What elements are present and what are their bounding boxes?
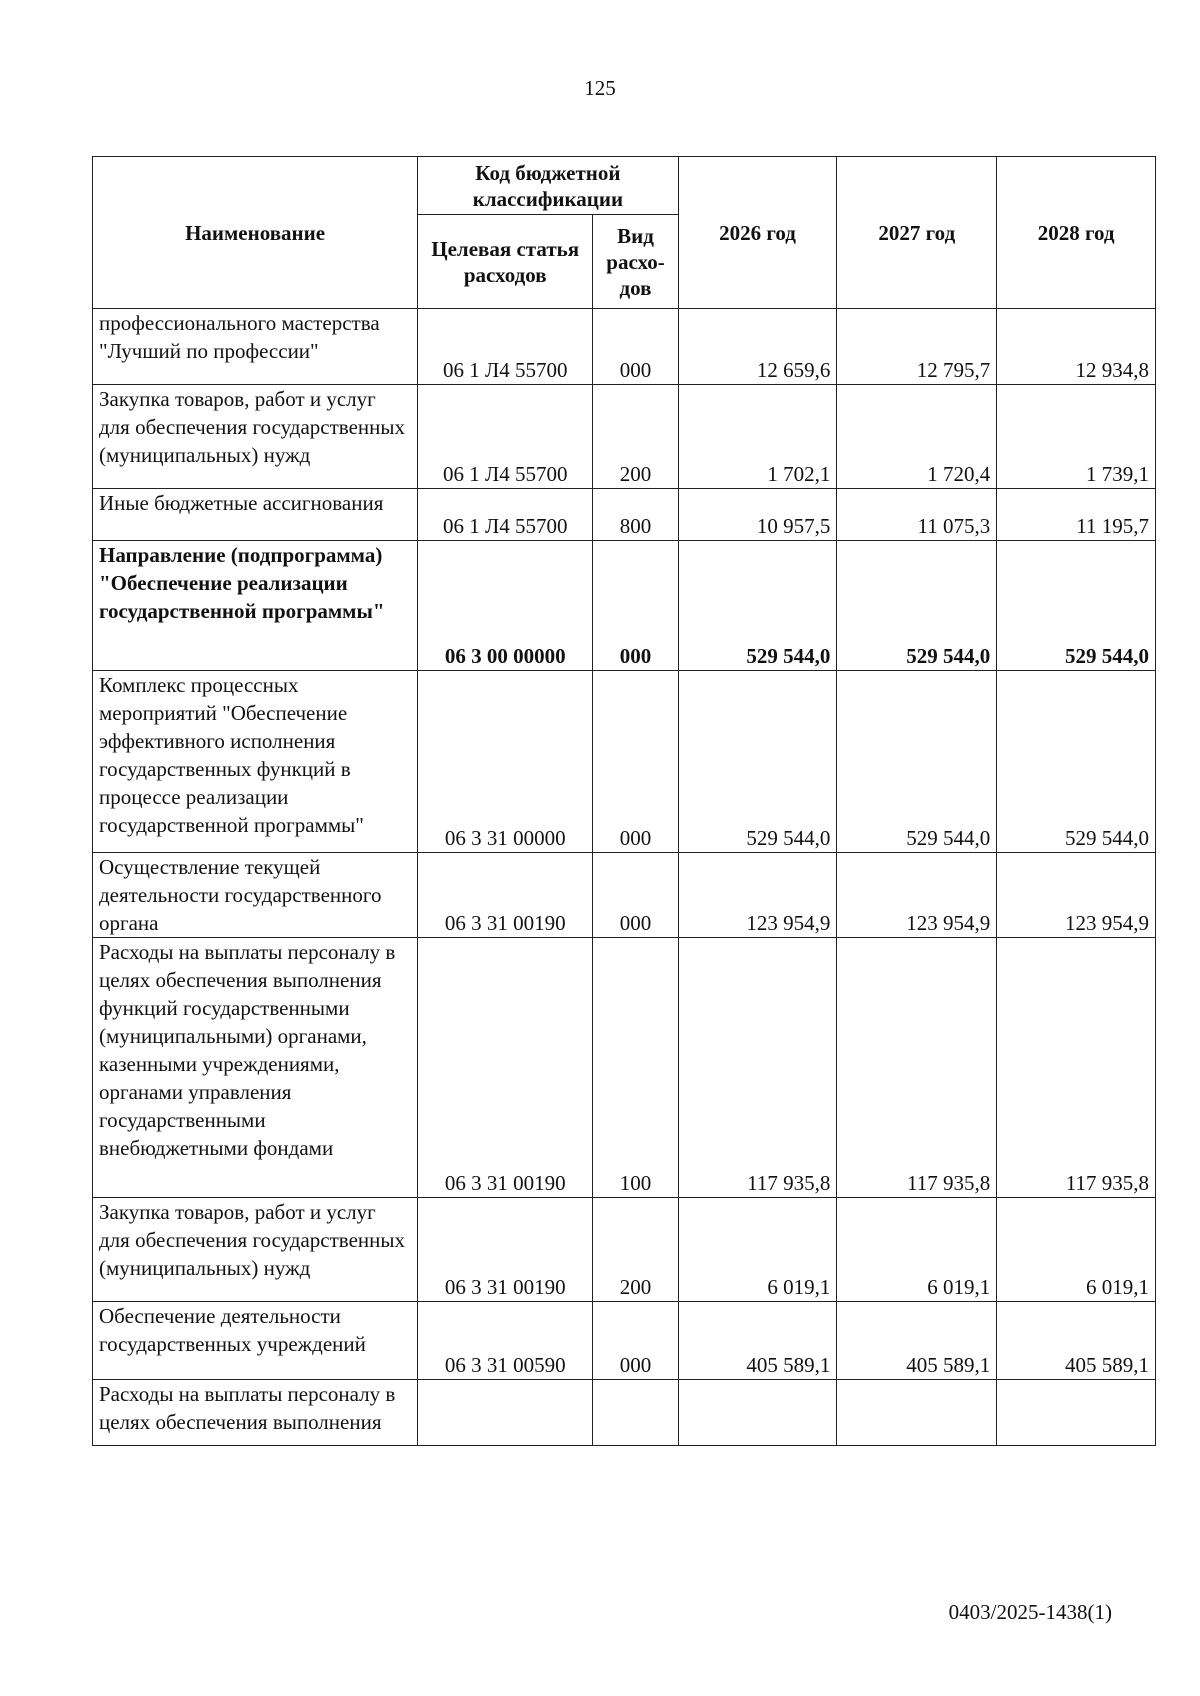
row-value-2027-cell: 11 075,3	[837, 489, 997, 541]
row-target-article-cell	[418, 1380, 593, 1446]
header-year-2027: 2027 год	[837, 157, 997, 309]
row-target-article-cell: 06 3 00 00000	[418, 541, 593, 671]
row-value-2028-cell: 12 934,8	[997, 309, 1156, 385]
row-expense-type-cell: 000	[593, 1302, 678, 1380]
row-name-cell: Закупка товаров, работ и услуг для обеспечения государственных (муниципальных) нужд	[93, 1198, 418, 1302]
table-row	[93, 385, 1156, 489]
row-expense-type-cell: 200	[593, 385, 678, 489]
row-value-2026-cell: 6 019,1	[678, 1198, 837, 1302]
row-value-2028-cell: 529 544,0	[997, 671, 1156, 853]
row-expense-type-cell: 000	[593, 671, 678, 853]
table-row	[93, 1380, 1156, 1446]
row-name-cell: Расходы на выплаты персоналу в целях обеспечения выполнения функций государственными (муниципальными) органами, казенными учреждениями, органами управления государственными внебюджетными фондами	[93, 938, 418, 1198]
row-target-article-cell: 06 3 31 00190	[418, 853, 593, 938]
row-value-2027-cell: 1 720,4	[837, 385, 997, 489]
row-target-article-cell: 06 3 31 00590	[418, 1302, 593, 1380]
row-value-2028-cell: 117 935,8	[997, 938, 1156, 1198]
header-target-article: Целевая статья расходов	[418, 215, 593, 309]
row-value-2027-cell: 6 019,1	[837, 1198, 997, 1302]
table-row	[93, 938, 1156, 1198]
row-value-2027-cell: 12 795,7	[837, 309, 997, 385]
table-header	[93, 157, 1156, 309]
row-value-2026-cell: 405 589,1	[678, 1302, 837, 1380]
row-expense-type-cell: 000	[593, 309, 678, 385]
row-value-2026-cell: 123 954,9	[678, 853, 837, 938]
table-row	[93, 309, 1156, 385]
row-value-2026-cell: 529 544,0	[678, 541, 837, 671]
row-value-2028-cell: 123 954,9	[997, 853, 1156, 938]
header-expense-type: Вид расхо- дов	[593, 215, 678, 309]
row-value-2026-cell: 1 702,1	[678, 385, 837, 489]
row-value-2027-cell	[837, 1380, 997, 1446]
budget-table	[92, 156, 1156, 1446]
table-row	[93, 489, 1156, 541]
row-value-2028-cell: 405 589,1	[997, 1302, 1156, 1380]
row-name-cell: Иные бюджетные ассигнования	[93, 489, 418, 541]
row-name-cell: Обеспечение деятельности государственных учреждений	[93, 1302, 418, 1380]
row-expense-type-cell: 200	[593, 1198, 678, 1302]
row-name-cell: Комплекс процессных мероприятий "Обеспечение эффективного исполнения государственных функций в процессе реализации государственной программы"	[93, 671, 418, 853]
table-body	[93, 309, 1156, 1446]
row-expense-type-cell	[593, 1380, 678, 1446]
row-value-2027-cell: 405 589,1	[837, 1302, 997, 1380]
row-value-2026-cell: 12 659,6	[678, 309, 837, 385]
table-row	[93, 1302, 1156, 1380]
row-value-2028-cell: 11 195,7	[997, 489, 1156, 541]
row-expense-type-cell: 000	[593, 541, 678, 671]
row-name-cell: профессионального мастерства "Лучший по профессии"	[93, 309, 418, 385]
page-number: 125	[584, 76, 616, 100]
row-name-cell: Осуществление текущей деятельности государственного органа	[93, 853, 418, 938]
row-value-2028-cell: 529 544,0	[997, 541, 1156, 671]
table-row	[93, 853, 1156, 938]
row-value-2026-cell: 529 544,0	[678, 671, 837, 853]
row-value-2026-cell	[678, 1380, 837, 1446]
header-year-2028: 2028 год	[997, 157, 1156, 309]
document-code: 0403/2025-1438(1)	[948, 1600, 1112, 1624]
row-value-2028-cell: 6 019,1	[997, 1198, 1156, 1302]
row-target-article-cell: 06 1 Л4 55700	[418, 489, 593, 541]
row-name-cell: Направление (подпрограмма) "Обеспечение реализации государственной программы"	[93, 541, 418, 671]
table-row	[93, 1198, 1156, 1302]
row-value-2027-cell: 529 544,0	[837, 541, 997, 671]
row-target-article-cell: 06 3 31 00190	[418, 938, 593, 1198]
row-value-2027-cell: 529 544,0	[837, 671, 997, 853]
row-value-2026-cell: 10 957,5	[678, 489, 837, 541]
row-target-article-cell: 06 3 31 00000	[418, 671, 593, 853]
row-value-2028-cell: 1 739,1	[997, 385, 1156, 489]
row-value-2028-cell	[997, 1380, 1156, 1446]
row-expense-type-cell: 000	[593, 853, 678, 938]
row-value-2027-cell: 117 935,8	[837, 938, 997, 1198]
table-row	[93, 671, 1156, 853]
header-year-2026: 2026 год	[678, 157, 837, 309]
row-value-2027-cell: 123 954,9	[837, 853, 997, 938]
row-name-cell: Закупка товаров, работ и услуг для обеспечения государственных (муниципальных) нужд	[93, 385, 418, 489]
row-target-article-cell: 06 1 Л4 55700	[418, 309, 593, 385]
row-expense-type-cell: 800	[593, 489, 678, 541]
row-expense-type-cell: 100	[593, 938, 678, 1198]
header-code-group: Код бюджетной классификации	[418, 157, 679, 215]
row-name-cell: Расходы на выплаты персоналу в целях обеспечения выполнения	[93, 1380, 418, 1446]
header-name: Наименование	[93, 157, 418, 309]
row-target-article-cell: 06 1 Л4 55700	[418, 385, 593, 489]
table-row	[93, 541, 1156, 671]
row-value-2026-cell: 117 935,8	[678, 938, 837, 1198]
row-target-article-cell: 06 3 31 00190	[418, 1198, 593, 1302]
